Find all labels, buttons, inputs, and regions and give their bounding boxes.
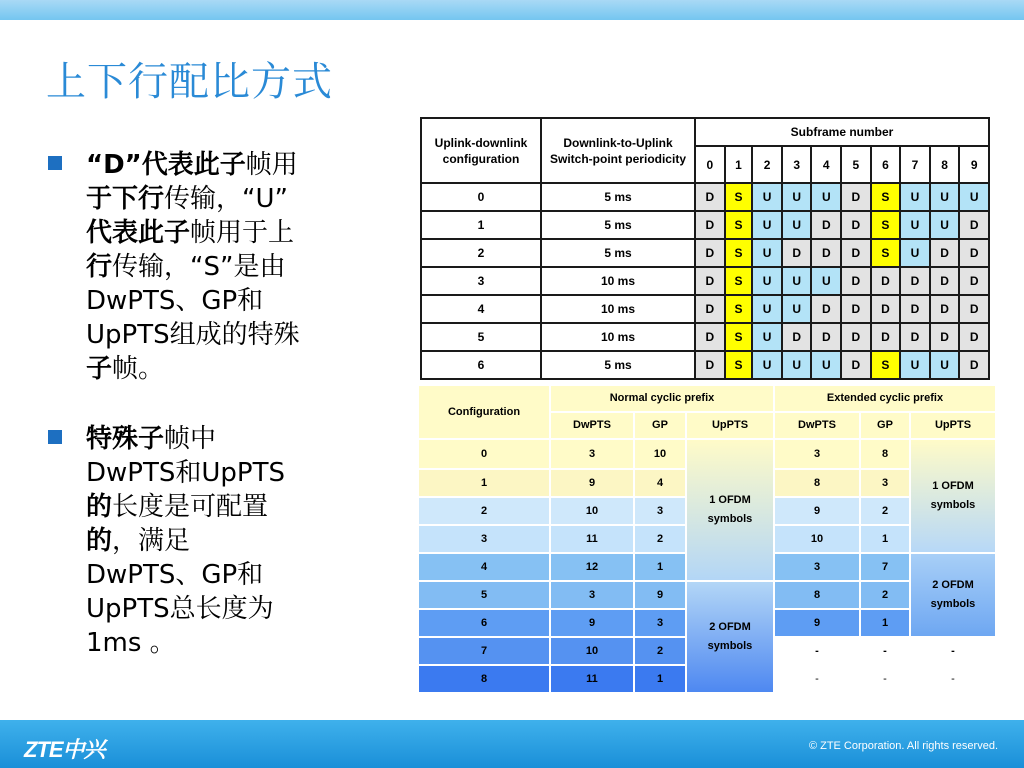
extended-uppts-2-ofdm bbox=[910, 553, 996, 637]
subframe-number-label: 3 bbox=[782, 146, 812, 183]
bullet-line bbox=[86, 490, 368, 524]
normal-uppts-1-ofdm bbox=[686, 439, 774, 581]
bullet-text-segment: 子 bbox=[86, 354, 113, 384]
subframe-number-label: 2 bbox=[752, 146, 782, 183]
config-number-cell: 6 bbox=[421, 351, 541, 379]
periodicity-header-line2: Switch-point periodicity bbox=[549, 151, 686, 166]
extended-dwpts-cell: 9 bbox=[774, 609, 860, 637]
subframe-cell: U bbox=[752, 267, 782, 295]
bullet-text-segment: “D”代表此子 bbox=[86, 150, 246, 180]
normal-uppts-header: UpPTS bbox=[686, 412, 774, 439]
extended-dwpts-cell: 9 bbox=[774, 497, 860, 525]
extended-gp-cell: 3 bbox=[860, 469, 910, 497]
config-number-cell: 3 bbox=[421, 267, 541, 295]
bullet-line bbox=[86, 284, 368, 318]
subframe-cell: S bbox=[725, 295, 753, 323]
subframe-cell: U bbox=[752, 239, 782, 267]
subframe-number-label: 0 bbox=[695, 146, 725, 183]
subframe-cell: S bbox=[871, 183, 901, 211]
subframe-number-label: 4 bbox=[811, 146, 841, 183]
subframe-cell: D bbox=[841, 183, 871, 211]
normal-gp-cell: 2 bbox=[634, 637, 686, 665]
subframe-cell: D bbox=[930, 267, 960, 295]
subframe-number-label: 5 bbox=[841, 146, 871, 183]
bullet-text-segment: 代表此子 bbox=[86, 218, 191, 248]
bullet-item bbox=[48, 148, 368, 386]
extended-gp-cell: - bbox=[860, 637, 910, 665]
bullet-text-segment: 特殊子 bbox=[86, 424, 165, 454]
extended-gp-header: GP bbox=[860, 412, 910, 439]
subframe-cell: U bbox=[811, 267, 841, 295]
subframe-cell: D bbox=[811, 295, 841, 323]
subframe-cell: U bbox=[782, 351, 812, 379]
bullet-line bbox=[86, 456, 368, 490]
subframe-cell: S bbox=[725, 211, 753, 239]
subframe-cell: U bbox=[930, 351, 960, 379]
subframe-cell: U bbox=[752, 295, 782, 323]
subframe-cell: D bbox=[930, 295, 960, 323]
special-config-cell: 7 bbox=[418, 637, 550, 665]
bullet-text-segment: DwPTS和UpPTS bbox=[86, 458, 285, 488]
normal-dwpts-cell: 11 bbox=[550, 665, 634, 693]
bullet-text-segment: UpPTS bbox=[86, 594, 170, 624]
subframe-cell: U bbox=[782, 295, 812, 323]
subframe-cell: U bbox=[900, 351, 930, 379]
subframe-cell: D bbox=[871, 267, 901, 295]
special-config-cell: 0 bbox=[418, 439, 550, 469]
bullet-text-segment: 帧中 bbox=[164, 424, 217, 454]
config-row bbox=[421, 267, 989, 295]
extended-uppts-1-line2: symbols bbox=[930, 499, 976, 511]
subframe-cell: S bbox=[725, 323, 753, 351]
config-row bbox=[421, 211, 989, 239]
normal-gp-cell: 3 bbox=[634, 497, 686, 525]
square-bullet-icon bbox=[48, 430, 62, 444]
special-subframe-table bbox=[417, 384, 997, 694]
extended-dwpts-cell: 10 bbox=[774, 525, 860, 553]
subframe-cell: D bbox=[959, 351, 989, 379]
subframe-cell: D bbox=[695, 239, 725, 267]
subframe-cell: D bbox=[841, 211, 871, 239]
subframe-cell: D bbox=[959, 295, 989, 323]
subframe-cell: D bbox=[811, 239, 841, 267]
periodicity-header-line1: Downlink-to-Uplink bbox=[563, 135, 673, 150]
extended-gp-cell: 1 bbox=[860, 609, 910, 637]
bullet-line bbox=[86, 626, 368, 660]
bullet-text-segment: UpPTS bbox=[86, 320, 170, 350]
bullet-line bbox=[86, 148, 368, 182]
bullet-list bbox=[48, 148, 368, 696]
extended-gp-cell: 7 bbox=[860, 553, 910, 581]
bullet-line bbox=[86, 558, 368, 592]
bullet-line bbox=[86, 182, 368, 216]
bullet-line bbox=[86, 524, 368, 558]
subframe-cell: D bbox=[959, 239, 989, 267]
extended-gp-cell: 2 bbox=[860, 581, 910, 609]
bullet-text-segment: 帧用 bbox=[245, 150, 298, 180]
subframe-cell: S bbox=[725, 239, 753, 267]
configuration-header: Configuration bbox=[418, 385, 550, 439]
subframe-cell: U bbox=[900, 211, 930, 239]
bullet-text-segment: 长度是可配置 bbox=[112, 492, 269, 522]
subframe-cell: D bbox=[695, 351, 725, 379]
extended-uppts-1-ofdm bbox=[910, 439, 996, 553]
normal-uppts-1-line2: symbols bbox=[707, 513, 753, 525]
subframe-cell: D bbox=[695, 267, 725, 295]
normal-uppts-2-line2: symbols bbox=[707, 640, 753, 652]
extended-dwpts-cell: - bbox=[774, 637, 860, 665]
extended-uppts-cell: - bbox=[910, 665, 996, 693]
config-row bbox=[421, 323, 989, 351]
special-config-cell: 8 bbox=[418, 665, 550, 693]
slide-title: 上下行配比方式 bbox=[46, 59, 333, 105]
subframe-cell: D bbox=[930, 323, 960, 351]
subframe-cell: U bbox=[752, 211, 782, 239]
subframe-cell: D bbox=[695, 295, 725, 323]
special-config-cell: 6 bbox=[418, 609, 550, 637]
config-number-cell: 2 bbox=[421, 239, 541, 267]
extended-uppts-header: UpPTS bbox=[910, 412, 996, 439]
subframe-cell: U bbox=[752, 323, 782, 351]
bullet-line bbox=[86, 422, 368, 456]
normal-uppts-2-ofdm bbox=[686, 581, 774, 693]
config-row bbox=[421, 183, 989, 211]
bullet-text-segment: 传输，“S”是由 bbox=[112, 252, 286, 282]
extended-dwpts-cell: 8 bbox=[774, 469, 860, 497]
subframe-cell: D bbox=[959, 211, 989, 239]
subframe-number-label: 8 bbox=[930, 146, 960, 183]
bullet-item bbox=[48, 422, 368, 660]
normal-dwpts-cell: 3 bbox=[550, 439, 634, 469]
normal-dwpts-cell: 9 bbox=[550, 469, 634, 497]
subframe-cell: D bbox=[811, 211, 841, 239]
zte-logo: ZTE中兴 bbox=[24, 737, 105, 762]
extended-cyclic-prefix-header: Extended cyclic prefix bbox=[774, 385, 996, 412]
normal-dwpts-cell: 3 bbox=[550, 581, 634, 609]
subframe-cell: D bbox=[695, 211, 725, 239]
subframe-cell: S bbox=[871, 351, 901, 379]
normal-gp-cell: 2 bbox=[634, 525, 686, 553]
square-bullet-icon bbox=[48, 156, 62, 170]
extended-gp-cell: 1 bbox=[860, 525, 910, 553]
normal-dwpts-cell: 12 bbox=[550, 553, 634, 581]
extended-uppts-2-line1: 2 OFDM bbox=[932, 579, 974, 591]
subframe-cell: S bbox=[871, 239, 901, 267]
subframe-number-label: 6 bbox=[871, 146, 901, 183]
normal-gp-cell: 1 bbox=[634, 665, 686, 693]
subframe-cell: U bbox=[752, 351, 782, 379]
periodicity-cell: 10 ms bbox=[541, 267, 695, 295]
subframe-cell: D bbox=[900, 267, 930, 295]
bullet-text-segment: 传输，“U” bbox=[164, 184, 288, 214]
subframe-cell: D bbox=[695, 323, 725, 351]
subframe-cell: D bbox=[959, 267, 989, 295]
normal-dwpts-cell: 10 bbox=[550, 497, 634, 525]
subframe-cell: D bbox=[695, 183, 725, 211]
extended-dwpts-cell: - bbox=[774, 665, 860, 693]
periodicity-cell: 10 ms bbox=[541, 295, 695, 323]
normal-gp-cell: 10 bbox=[634, 439, 686, 469]
subframe-cell: D bbox=[900, 323, 930, 351]
subframe-cell: S bbox=[725, 267, 753, 295]
bullet-text-segment: DwPTS、GP和 bbox=[86, 560, 264, 590]
subframe-cell: U bbox=[959, 183, 989, 211]
normal-dwpts-cell: 11 bbox=[550, 525, 634, 553]
bullet-text-segment: 的 bbox=[86, 492, 113, 522]
subframe-cell: D bbox=[841, 351, 871, 379]
bullet-text-segment: ，满足 bbox=[112, 526, 191, 556]
subframe-cell: D bbox=[782, 239, 812, 267]
periodicity-cell: 5 ms bbox=[541, 211, 695, 239]
subframe-number-label: 7 bbox=[900, 146, 930, 183]
normal-gp-header: GP bbox=[634, 412, 686, 439]
top-banner bbox=[0, 0, 1024, 20]
bullet-line bbox=[86, 250, 368, 284]
bullet-text-segment: 1ms 。 bbox=[86, 628, 176, 658]
config-number-cell: 0 bbox=[421, 183, 541, 211]
config-header: Uplink-downlink configuration bbox=[421, 118, 541, 183]
bullet-text-segment: 于下行 bbox=[86, 184, 165, 214]
bullet-line bbox=[86, 216, 368, 250]
bullet-text-segment: DwPTS、GP和 bbox=[86, 286, 264, 316]
subframe-number-label: 9 bbox=[959, 146, 989, 183]
subframe-cell: D bbox=[841, 295, 871, 323]
extended-dwpts-cell: 3 bbox=[774, 439, 860, 469]
subframe-cell: D bbox=[959, 323, 989, 351]
subframe-cell: D bbox=[782, 323, 812, 351]
config-row bbox=[421, 295, 989, 323]
bullet-text-segment: 组成的特殊 bbox=[169, 320, 300, 350]
subframe-cell: U bbox=[900, 239, 930, 267]
special-config-cell: 2 bbox=[418, 497, 550, 525]
special-config-cell: 1 bbox=[418, 469, 550, 497]
subframe-number-header: Subframe number bbox=[695, 118, 989, 146]
periodicity-cell: 10 ms bbox=[541, 323, 695, 351]
extended-gp-cell: 2 bbox=[860, 497, 910, 525]
bullet-line bbox=[86, 592, 368, 626]
subframe-cell: D bbox=[930, 239, 960, 267]
subframe-number-label: 1 bbox=[725, 146, 753, 183]
subframe-cell: U bbox=[782, 183, 812, 211]
subframe-cell: U bbox=[930, 183, 960, 211]
extended-dwpts-cell: 8 bbox=[774, 581, 860, 609]
extended-gp-cell: 8 bbox=[860, 439, 910, 469]
extended-uppts-cell: - bbox=[910, 637, 996, 665]
extended-gp-cell: - bbox=[860, 665, 910, 693]
normal-uppts-2-line1: 2 OFDM bbox=[709, 621, 751, 633]
config-number-cell: 5 bbox=[421, 323, 541, 351]
normal-dwpts-cell: 10 bbox=[550, 637, 634, 665]
periodicity-header bbox=[541, 118, 695, 183]
subframe-cell: U bbox=[930, 211, 960, 239]
subframe-cell: U bbox=[811, 351, 841, 379]
subframe-cell: S bbox=[725, 183, 753, 211]
normal-cyclic-prefix-header: Normal cyclic prefix bbox=[550, 385, 774, 412]
subframe-cell: U bbox=[782, 211, 812, 239]
special-config-cell: 3 bbox=[418, 525, 550, 553]
bullet-text-segment: 帧。 bbox=[112, 354, 165, 384]
normal-dwpts-header: DwPTS bbox=[550, 412, 634, 439]
normal-dwpts-cell: 9 bbox=[550, 609, 634, 637]
subframe-cell: D bbox=[841, 239, 871, 267]
normal-gp-cell: 3 bbox=[634, 609, 686, 637]
extended-dwpts-header: DwPTS bbox=[774, 412, 860, 439]
normal-gp-cell: 4 bbox=[634, 469, 686, 497]
config-row bbox=[421, 351, 989, 379]
bullet-text-segment: 总长度为 bbox=[169, 594, 274, 624]
subframe-cell: D bbox=[811, 323, 841, 351]
extended-uppts-2-line2: symbols bbox=[930, 598, 976, 610]
periodicity-cell: 5 ms bbox=[541, 183, 695, 211]
bullet-line bbox=[86, 352, 368, 386]
subframe-cell: U bbox=[752, 183, 782, 211]
extended-dwpts-cell: 3 bbox=[774, 553, 860, 581]
bullet-text-segment: 行 bbox=[86, 252, 113, 282]
subframe-cell: D bbox=[871, 295, 901, 323]
bullet-text-segment: 帧用于上 bbox=[190, 218, 295, 248]
subframe-cell: U bbox=[811, 183, 841, 211]
subframe-cell: S bbox=[871, 211, 901, 239]
subframe-cell: D bbox=[900, 295, 930, 323]
special-config-cell: 5 bbox=[418, 581, 550, 609]
bullet-text-segment: 的 bbox=[86, 526, 113, 556]
config-number-cell: 4 bbox=[421, 295, 541, 323]
copyright-notice: © ZTE Corporation. All rights reserved. bbox=[808, 740, 998, 752]
extended-uppts-1-line1: 1 OFDM bbox=[932, 480, 974, 492]
subframe-cell: S bbox=[725, 351, 753, 379]
periodicity-cell: 5 ms bbox=[541, 351, 695, 379]
config-row bbox=[421, 239, 989, 267]
normal-gp-cell: 1 bbox=[634, 553, 686, 581]
subframe-cell: U bbox=[900, 183, 930, 211]
subframe-cell: D bbox=[871, 323, 901, 351]
subframe-cell: U bbox=[782, 267, 812, 295]
config-number-cell: 1 bbox=[421, 211, 541, 239]
normal-gp-cell: 9 bbox=[634, 581, 686, 609]
subframe-cell: D bbox=[841, 267, 871, 295]
periodicity-cell: 5 ms bbox=[541, 239, 695, 267]
special-config-cell: 4 bbox=[418, 553, 550, 581]
subframe-cell: D bbox=[841, 323, 871, 351]
normal-uppts-1-line1: 1 OFDM bbox=[709, 494, 751, 506]
bullet-line bbox=[86, 318, 368, 352]
uplink-downlink-config-table bbox=[420, 117, 990, 380]
